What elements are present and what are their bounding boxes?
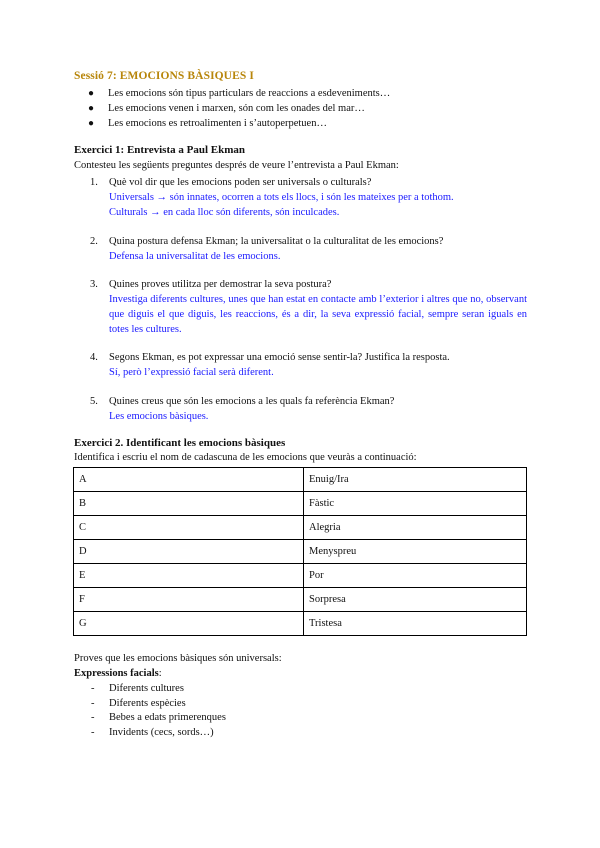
- emotion-cell: Menyspreu: [304, 540, 527, 564]
- answer-line: Defensa la universalitat de les emocions.: [109, 251, 281, 262]
- question-number: 3.: [90, 279, 98, 290]
- answer-3: [109, 292, 527, 337]
- list-item: - Invidents (cecs, sords…): [91, 726, 226, 741]
- emotion-cell: Tristesa: [304, 612, 527, 636]
- exercise1-instructions: Contesteu les següents preguntes després de veure l’entrevista a Paul Ekman:: [74, 160, 399, 171]
- table-row: [74, 564, 527, 588]
- question-number: 4.: [90, 352, 98, 363]
- question-5: [90, 394, 394, 409]
- list-item: ● Les emocions es retroalimenten i s’autoperpetuen…: [88, 118, 327, 129]
- bullet-icon: ●: [88, 118, 95, 129]
- answer-4: [109, 365, 527, 380]
- intro-bullet-list: [88, 86, 390, 131]
- dash-icon: -: [91, 726, 95, 738]
- question-number: 1.: [90, 177, 98, 188]
- question-text: Què vol dir que les emocions poden ser universals o culturals?: [109, 177, 372, 188]
- letter-cell: A: [74, 468, 304, 492]
- letter-cell: G: [74, 612, 304, 636]
- question-text: Quines proves utilitza per demostrar la seva postura?: [109, 279, 332, 290]
- list-item: ● Les emocions venen i marxen, són com les onades del mar…: [88, 103, 365, 114]
- emotions-table: [73, 467, 527, 636]
- dash-icon: -: [91, 712, 95, 723]
- question-text: Quina postura defensa Ekman; la universalitat o la culturalitat de les emocions?: [109, 236, 444, 247]
- letter-cell: B: [74, 492, 304, 516]
- answer-line: Les emocions bàsiques.: [109, 411, 209, 422]
- question-number: 2.: [90, 236, 98, 247]
- emotion-cell: Fàstic: [304, 492, 527, 516]
- bullet-icon: ●: [88, 88, 95, 99]
- proofs-list: [91, 682, 226, 740]
- proofs-subtitle-colon: :: [158, 668, 162, 679]
- letter-cell: C: [74, 516, 304, 540]
- emotion-cell: Enuig/Ira: [304, 468, 527, 492]
- dash-icon: -: [91, 683, 95, 694]
- table-row: [74, 612, 527, 636]
- answer-line: Culturals → en cada lloc són diferents, són inculcades.: [109, 207, 340, 218]
- question-1: [90, 175, 371, 190]
- exercise1-title: Exercici 1: Entrevista a Paul Ekman: [74, 144, 246, 156]
- exercise2-instructions: Identifica i escriu el nom de cadascuna de les emocions que veuràs a continuació:: [74, 452, 417, 463]
- letter-cell: D: [74, 540, 304, 564]
- emotion-cell: Sorpresa: [304, 588, 527, 612]
- emotion-cell: Alegria: [304, 516, 527, 540]
- proofs-intro: Proves que les emocions bàsiques són universals:: [74, 653, 282, 664]
- exercise2-title: Exercici 2. Identificant les emocions bàsiques: [74, 437, 286, 449]
- table-row: [74, 516, 527, 540]
- table-row: [74, 468, 527, 492]
- list-item: - Diferents cultures: [91, 682, 226, 697]
- table-row: [74, 588, 527, 612]
- question-text: Segons Ekman, es pot expressar una emoció sense sentir-la? Justifica la resposta.: [109, 352, 450, 363]
- answer-2: [109, 249, 527, 264]
- proofs-subtitle: Expressions facials: [74, 668, 159, 679]
- table-row: [74, 492, 527, 516]
- answer-line: Universals → són innates, ocorren a tots els llocs, i són les mateixes per a tothom.: [109, 192, 454, 203]
- question-text: Quines creus que són les emocions a les quals fa referència Ekman?: [109, 396, 395, 407]
- emotion-cell: Por: [304, 564, 527, 588]
- proofs-subtitle-line: [74, 668, 162, 679]
- bullet-icon: ●: [88, 103, 95, 114]
- answer-1: [109, 190, 527, 220]
- question-3: [90, 277, 331, 292]
- list-item: - Diferents espècies: [91, 697, 226, 712]
- list-item: ● Les emocions són tipus particulars de reaccions a esdeveniments…: [88, 88, 391, 99]
- table-row: [74, 540, 527, 564]
- question-2: [90, 234, 443, 249]
- dash-icon: -: [91, 697, 95, 709]
- question-4: [90, 350, 450, 365]
- answer-line: Sí, però l’expressió facial serà diferent.: [109, 367, 274, 378]
- session-title: Sessió 7: EMOCIONS BÀSIQUES I: [74, 70, 254, 82]
- answer-5: [109, 409, 527, 424]
- letter-cell: F: [74, 588, 304, 612]
- question-number: 5.: [90, 396, 98, 407]
- letter-cell: E: [74, 564, 304, 588]
- list-item: - Bebes a edats primerenques: [91, 711, 226, 726]
- answer-line: Investiga diferents cultures, unes que han estat en contacte amb l’exterior i altres que no, observant que diguis el que diguis, les reaccions, és a dir, la seva expressió facial, sempre seran iguals en totes les cultures.: [109, 294, 527, 335]
